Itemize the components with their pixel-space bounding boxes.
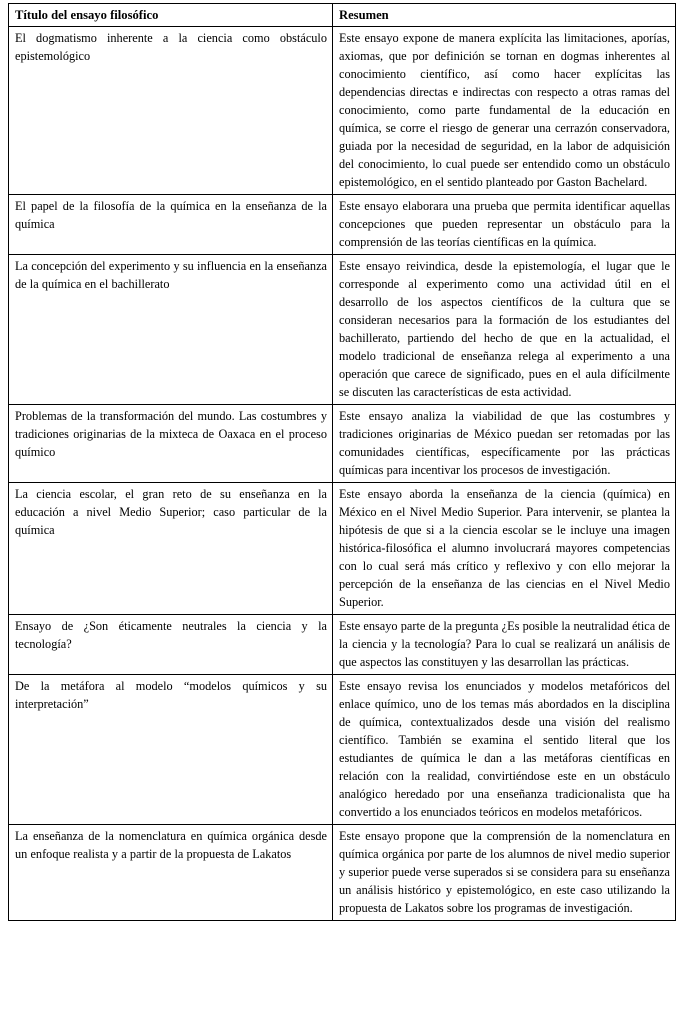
table-row — [9, 483, 676, 615]
cell-essay-title — [9, 675, 333, 825]
table-row — [9, 825, 676, 921]
essay-summary-table — [8, 3, 676, 921]
essay-summary-text: Este ensayo expone de manera explícita las limitaciones, aporías, axiomas, que por definición se tornan en dogmas inherentes al conocimiento científico, así como hacer explícitas las dependencias directas e indirectas con respecto a otras ramas del conocimiento, como parte fundamental de la educación en química, se corre el riesgo de generar una cerrazón conservadora, guiada por la necesidad de seguridad, en la labor de adquisición del conocimiento, lo cual puede ser entendido como un obstáculo epistemológico, en el sentido planteado por Gaston Bachelard. — [339, 31, 670, 190]
table-row — [9, 675, 676, 825]
cell-essay-title — [9, 825, 333, 921]
essay-summary-text: Este ensayo revisa los enunciados y modelos metafóricos del enlace químico, uno de los temas más abordados en la disciplina de química, contextualizados desde una visión del realismo científico. También se examina el sentido literal que los estudiantes de química le dan a las metáforas científicas en relación con la realidad, convirtiéndose este en un obstáculo analógico heredado por una enseñanza tradicionalista que ha convertido a los enunciados teóricos en modelos metafóricos. — [339, 679, 670, 820]
essay-title-text: De la metáfora al modelo “modelos químicos y su interpretación” — [15, 679, 327, 712]
essay-title-text: La concepción del experimento y su influencia en la enseñanza de la química en el bachillerato — [15, 259, 327, 292]
essay-title-text: Ensayo de ¿Son éticamente neutrales la ciencia y la tecnología? — [15, 619, 327, 652]
cell-essay-summary — [333, 615, 676, 675]
column-header-summary: Resumen — [333, 4, 676, 27]
cell-essay-summary — [333, 483, 676, 615]
essay-summary-text: Este ensayo elaborara una prueba que permita identificar aquellas concepciones que pueden representar un obstáculo para la comprensión de las teorías científicas en la química. — [339, 199, 670, 250]
cell-essay-summary — [333, 255, 676, 405]
table-row — [9, 195, 676, 255]
essay-title-text: La enseñanza de la nomenclatura en química orgánica desde un enfoque realista y a partir de la propuesta de Lakatos — [15, 829, 327, 862]
cell-essay-summary — [333, 675, 676, 825]
cell-essay-title — [9, 27, 333, 195]
table-row — [9, 255, 676, 405]
table-body — [9, 27, 676, 921]
essay-summary-text: Este ensayo parte de la pregunta ¿Es posible la neutralidad ética de la ciencia y la tecnología? Para lo cual se realizará un análisis de que aspectos las constituyen y las desarrollan las prácticas. — [339, 619, 670, 670]
table-row — [9, 27, 676, 195]
cell-essay-summary — [333, 27, 676, 195]
essay-summary-text: Este ensayo reivindica, desde la epistemología, el lugar que le corresponde al experimento como una actividad útil en el desarrollo de los aspectos científicos de la cultura que se consideran necesarios para la formación de los estudiantes del bachillerato, partiendo del hecho de que en la actualidad, el modelo tradicional de enseñanza relega al experimento a una operación que carece de significado, pues en el aula difícilmente se discuten las características de esta actividad. — [339, 259, 670, 400]
essay-summary-text: Este ensayo aborda la enseñanza de la ciencia (química) en México en el Nivel Medio Superior. Para intervenir, se plantea la hipótesis de que si a la ciencia escolar se le incluye una imagen histórica-filosófica el alumno involucrará mayores competencias con lo cual será más crítico y reflexivo y con ello mejorar la percepción de la enseñanza de las ciencias en el Nivel Medio Superior. — [339, 487, 670, 610]
cell-essay-summary — [333, 195, 676, 255]
cell-essay-title — [9, 255, 333, 405]
cell-essay-title — [9, 615, 333, 675]
column-header-title: Título del ensayo filosófico — [9, 4, 333, 27]
essay-title-text: Problemas de la transformación del mundo. Las costumbres y tradiciones originarias de la mixteca de Oaxaca en el proceso químico — [15, 409, 327, 460]
essay-title-text: El dogmatismo inherente a la ciencia como obstáculo epistemológico — [15, 31, 327, 64]
cell-essay-title — [9, 483, 333, 615]
essay-summary-text: Este ensayo propone que la comprensión de la nomenclatura en química orgánica por parte de los alumnos de nivel medio superior y superior puede verse superados si se considera para su enseñanza un análisis histórico y epistemológico, en este caso utilizando la propuesta de Lakatos sobre los programas de investigación. — [339, 829, 670, 916]
essay-title-text: La ciencia escolar, el gran reto de su enseñanza en la educación a nivel Medio Superior; caso particular de la química — [15, 487, 327, 538]
cell-essay-title — [9, 405, 333, 483]
cell-essay-summary — [333, 405, 676, 483]
essay-title-text: El papel de la filosofía de la química en la enseñanza de la química — [15, 199, 327, 232]
table-header-row — [9, 4, 676, 27]
essay-summary-text: Este ensayo analiza la viabilidad de que las costumbres y tradiciones originarias de México puedan ser retomadas por las comunidades científicas, específicamente por las prácticas químicas para incentivar los procesos de investigación. — [339, 409, 670, 478]
cell-essay-summary — [333, 825, 676, 921]
cell-essay-title — [9, 195, 333, 255]
table-header — [9, 4, 676, 27]
table-row — [9, 615, 676, 675]
table-row — [9, 405, 676, 483]
